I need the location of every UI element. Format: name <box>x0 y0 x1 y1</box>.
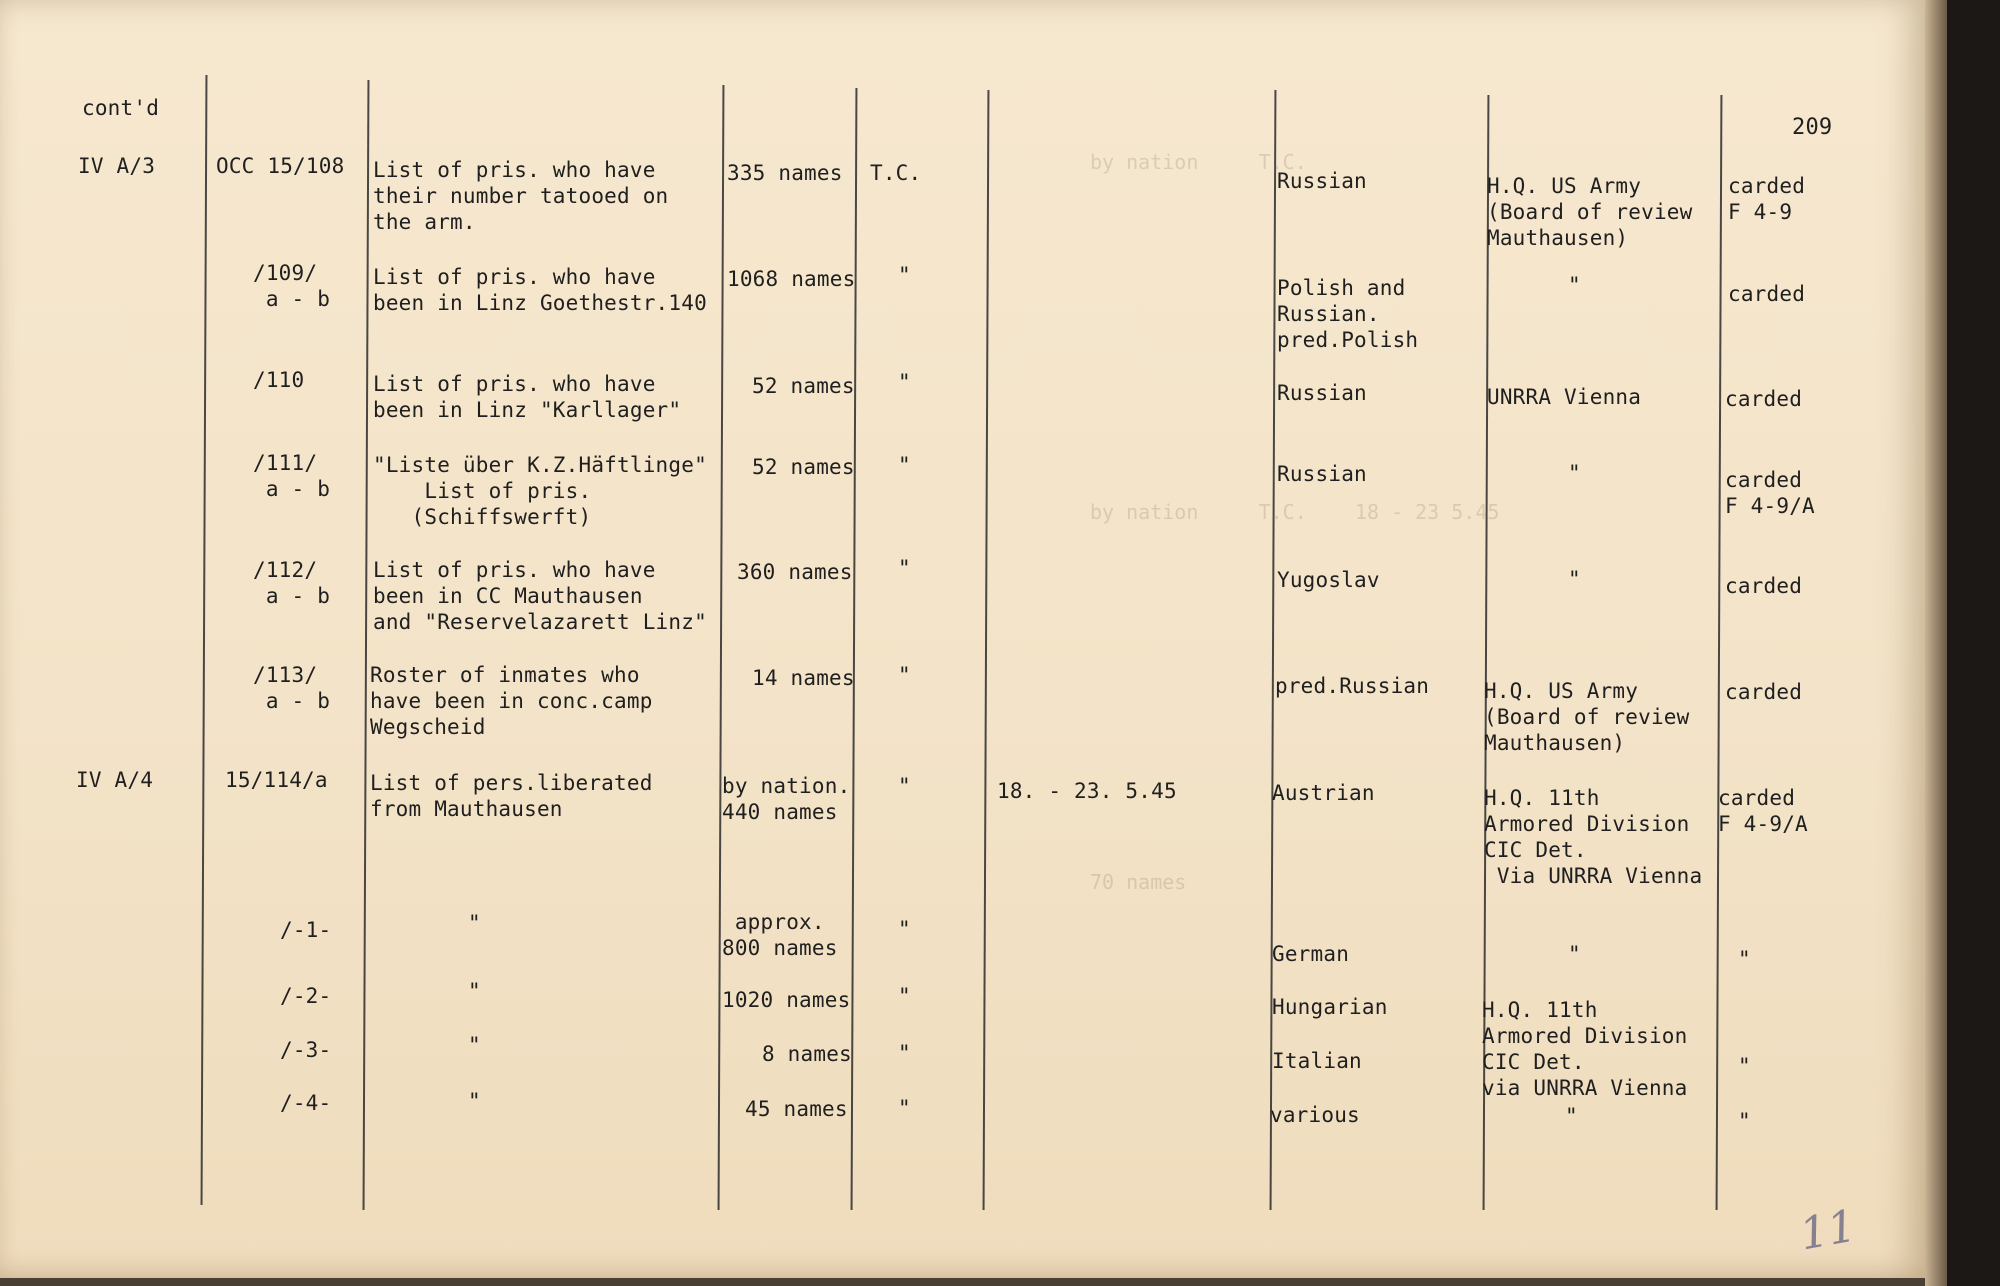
row-status: carded <box>1725 387 1803 411</box>
row-date: 18. - 23. 5.45 <box>997 779 1177 803</box>
row-form: " <box>898 984 911 1008</box>
row-number: 15/114/a <box>225 768 328 792</box>
row-quantity: 360 names <box>737 560 853 584</box>
row-quantity: 8 names <box>762 1042 852 1066</box>
row-quantity: approx. 800 names <box>722 910 838 960</box>
row-description: "Liste über K.Z.Häftlinge" List of pris. (Schiffswerft) <box>373 453 707 529</box>
row-status: carded <box>1725 680 1803 704</box>
row-source: " <box>1565 1104 1578 1128</box>
column-rule-6 <box>1270 90 1277 1210</box>
row-source: " <box>1568 461 1581 485</box>
row-source: " <box>1568 942 1581 966</box>
row-ref: IV A/4 <box>76 768 154 792</box>
row-nationality: Russian <box>1277 381 1367 405</box>
row-nationality: Hungarian <box>1272 995 1388 1019</box>
row-description: List of pris. who have been in Linz "Karllager" <box>373 372 682 422</box>
row-description: " <box>468 1033 481 1057</box>
row-quantity: 52 names <box>752 374 855 398</box>
row-source: H.Q. US Army (Board of review Mauthausen) <box>1484 679 1690 755</box>
row-source: H.Q. US Army (Board of review Mauthausen) <box>1487 174 1693 250</box>
row-nationality: pred.Russian <box>1275 674 1430 698</box>
row-form: T.C. <box>870 161 922 185</box>
page-bottom-edge <box>0 1278 1925 1286</box>
row-quantity: 1020 names <box>722 988 851 1012</box>
row-nationality: Russian <box>1277 169 1367 193</box>
row-status: " <box>1738 1109 1751 1133</box>
row-ref: IV A/3 <box>78 154 156 178</box>
row-form: " <box>898 917 911 941</box>
row-form: " <box>898 1041 911 1065</box>
handwritten-page-mark: 11 <box>1795 1200 1861 1261</box>
row-status: carded F 4-9 <box>1728 174 1806 224</box>
row-description: Roster of inmates who have been in conc.camp Wegscheid <box>370 663 653 739</box>
row-number: /-3- <box>280 1038 332 1062</box>
row-form: " <box>898 663 911 687</box>
row-status: carded F 4-9/A <box>1725 468 1815 518</box>
row-number: /112/ a - b <box>253 558 331 608</box>
row-source: H.Q. 11th Armored Division CIC Det. Via UNRRA Vienna <box>1484 786 1703 888</box>
row-form: " <box>898 453 911 477</box>
column-rule-1 <box>201 75 208 1205</box>
bleed-through-text: by nation T.C. 18 - 23 5.45 <box>1090 500 1500 524</box>
row-number: /113/ a - b <box>253 663 331 713</box>
row-source: " <box>1568 273 1581 297</box>
row-form: " <box>898 263 911 287</box>
row-form: " <box>898 556 911 580</box>
row-form: " <box>898 1096 911 1120</box>
row-form: " <box>898 774 911 798</box>
row-status: " <box>1738 947 1751 971</box>
row-nationality: Yugoslav <box>1277 568 1380 592</box>
row-nationality: German <box>1272 942 1350 966</box>
row-number: OCC 15/108 <box>216 154 345 178</box>
row-number: /111/ a - b <box>253 451 331 501</box>
column-rule-2 <box>363 80 370 1210</box>
row-nationality: various <box>1270 1103 1360 1127</box>
bleed-through-text: by nation T.C. <box>1090 150 1307 174</box>
row-source: UNRRA Vienna <box>1487 385 1642 409</box>
row-nationality: Italian <box>1272 1049 1362 1073</box>
row-number: /109/ a - b <box>253 261 331 311</box>
row-source: " <box>1568 567 1581 591</box>
row-number: /-2- <box>280 984 332 1008</box>
row-number: /-4- <box>280 1091 332 1115</box>
row-quantity: 52 names <box>752 455 855 479</box>
row-quantity: 45 names <box>745 1097 848 1121</box>
row-description: " <box>468 911 481 935</box>
row-quantity: 14 names <box>752 666 855 690</box>
row-source: H.Q. 11th Armored Division CIC Det. via UNRRA Vienna <box>1482 998 1688 1100</box>
row-number: /-1- <box>280 918 332 942</box>
bleed-through-text: 70 names <box>1090 870 1187 894</box>
dark-background-edge <box>1947 0 2000 1286</box>
row-status: carded F 4-9/A <box>1718 786 1808 836</box>
row-description: " <box>468 1089 481 1113</box>
row-status: carded <box>1728 282 1806 306</box>
row-status: " <box>1738 1054 1751 1078</box>
row-description: List of pris. who have been in CC Mauthausen and "Reservelazarett Linz" <box>373 558 707 634</box>
row-nationality: Austrian <box>1272 781 1375 805</box>
column-rule-3 <box>718 85 725 1210</box>
row-quantity: by nation. 440 names <box>722 774 851 824</box>
row-description: List of pris. who have their number tatooed on the arm. <box>373 158 669 234</box>
contd-label: cont'd <box>82 96 160 120</box>
column-rule-8 <box>1716 95 1723 1210</box>
row-description: List of pris. who have been in Linz Goethestr.140 <box>373 265 707 315</box>
row-description: List of pers.liberated from Mauthausen <box>370 771 653 821</box>
row-form: " <box>898 370 911 394</box>
row-quantity: 1068 names <box>727 267 856 291</box>
row-quantity: 335 names <box>727 161 843 185</box>
row-nationality: Russian <box>1277 462 1367 486</box>
row-description: " <box>468 979 481 1003</box>
row-number: /110 <box>253 368 305 392</box>
book-binding <box>1925 0 1947 1286</box>
page-number: 209 <box>1792 115 1833 140</box>
row-status: carded <box>1725 574 1803 598</box>
row-nationality: Polish and Russian. pred.Polish <box>1277 276 1419 352</box>
column-rule-5 <box>983 90 990 1210</box>
